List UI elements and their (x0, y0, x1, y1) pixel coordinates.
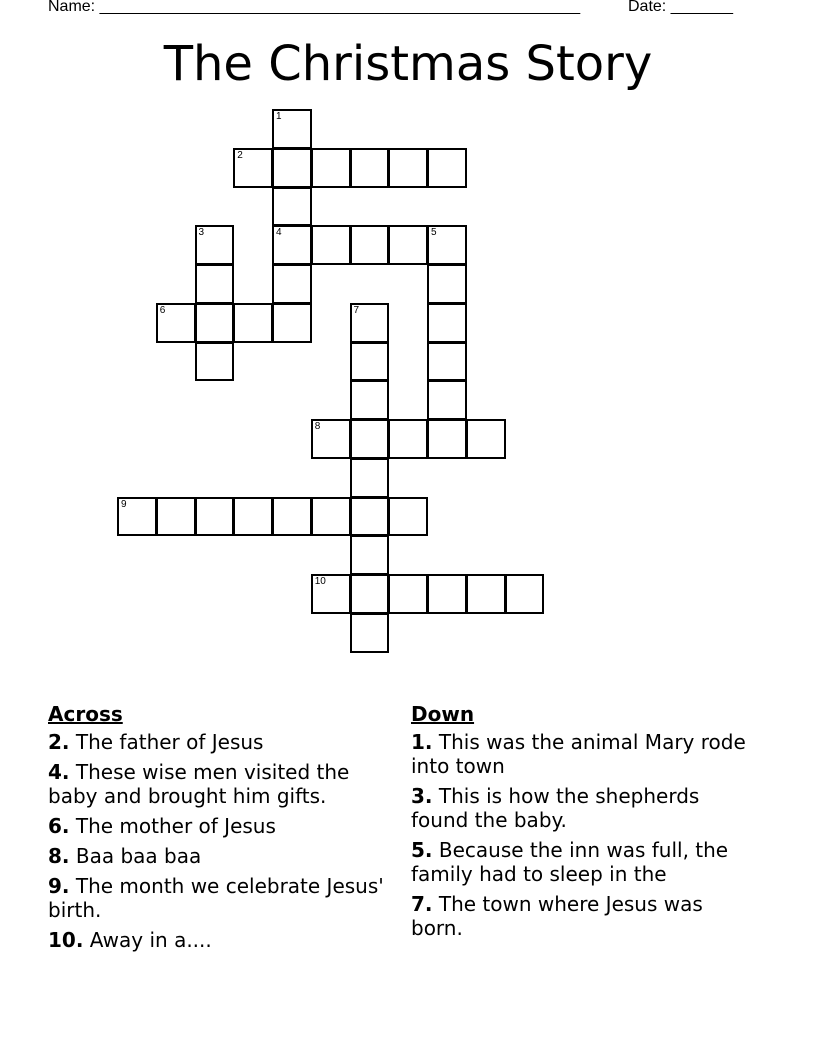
clue-text: Baa baa baa (69, 844, 202, 868)
crossword-cell[interactable] (117, 497, 157, 537)
crossword-cell[interactable] (388, 148, 428, 188)
clue-number: 4 (276, 227, 282, 239)
clue-number-label: 8. (48, 844, 70, 868)
crossword-cell[interactable] (272, 264, 312, 304)
crossword-cell[interactable] (350, 303, 390, 343)
clue-text: The mother of Jesus (69, 814, 276, 838)
crossword-cell[interactable] (427, 574, 467, 614)
crossword-cell[interactable] (233, 303, 273, 343)
date-field-label: Date: _______ (628, 0, 733, 15)
crossword-cell[interactable] (350, 419, 390, 459)
crossword-cell[interactable] (156, 497, 196, 537)
crossword-cell[interactable] (272, 497, 312, 537)
down-clues (411, 702, 751, 946)
crossword-cell[interactable] (350, 148, 390, 188)
crossword-cell[interactable] (233, 148, 273, 188)
crossword-cell[interactable] (427, 148, 467, 188)
down-clue (411, 784, 751, 832)
across-clue (48, 730, 388, 754)
crossword-cell[interactable] (350, 535, 390, 575)
clue-number-label: 3. (411, 784, 433, 808)
down-clue (411, 730, 751, 778)
crossword-cell[interactable] (466, 419, 506, 459)
clue-number: 5 (431, 227, 437, 239)
across-clue (48, 760, 388, 808)
clue-number: 6 (159, 304, 166, 316)
crossword-cell[interactable] (311, 419, 351, 459)
crossword-cell[interactable] (388, 497, 428, 537)
crossword-cell[interactable] (195, 342, 235, 382)
clue-text: This was the animal Mary rode into town (411, 730, 746, 778)
crossword-cell[interactable] (350, 225, 390, 265)
clue-text: Because the inn was full, the family had to sleep in the (411, 838, 729, 886)
clue-text: The month we celebrate Jesus' birth. (48, 874, 384, 922)
across-heading: Across (48, 702, 123, 726)
across-clue (48, 874, 388, 922)
clue-number-label: 2. (48, 730, 70, 754)
crossword-cell[interactable] (427, 342, 467, 382)
crossword-cell[interactable] (272, 187, 312, 227)
crossword-cell[interactable] (350, 574, 390, 614)
crossword-cell[interactable] (195, 264, 235, 304)
across-clue-list (48, 730, 388, 952)
clue-number: 7 (353, 304, 360, 316)
crossword-cell[interactable] (272, 303, 312, 343)
clue-number-label: 4. (48, 760, 70, 784)
crossword-cell[interactable] (505, 574, 545, 614)
crossword-cell[interactable] (272, 109, 312, 149)
clue-number-label: 5. (411, 838, 433, 862)
across-clue (48, 814, 388, 838)
crossword-cell[interactable] (388, 574, 428, 614)
crossword-cell[interactable] (311, 225, 351, 265)
clue-text: The father of Jesus (69, 730, 264, 754)
down-heading: Down (411, 702, 475, 726)
page-title: The Christmas Story (163, 36, 653, 92)
crossword-cell[interactable] (466, 574, 506, 614)
crossword-cell[interactable] (427, 380, 467, 420)
crossword-cell[interactable] (427, 264, 467, 304)
clue-number-label: 6. (48, 814, 70, 838)
crossword-cell[interactable] (311, 574, 351, 614)
crossword-cell[interactable] (195, 225, 235, 265)
crossword-cell[interactable] (427, 419, 467, 459)
crossword-cell[interactable] (272, 225, 312, 265)
clue-text: Away in a.... (83, 928, 212, 952)
crossword-cell[interactable] (195, 303, 235, 343)
crossword-cell[interactable] (388, 419, 428, 459)
crossword-cell[interactable] (350, 458, 390, 498)
crossword-cell[interactable] (388, 225, 428, 265)
across-clue (48, 844, 388, 868)
clue-number-label: 7. (411, 892, 433, 916)
down-clue (411, 838, 751, 886)
crossword-cell[interactable] (350, 342, 390, 382)
clue-number: 3 (198, 227, 205, 239)
crossword-cell[interactable] (427, 225, 467, 265)
crossword-cell[interactable] (195, 497, 235, 537)
clue-number: 1 (276, 111, 282, 122)
clue-number-label: 1. (411, 730, 433, 754)
crossword-cell[interactable] (427, 303, 467, 343)
crossword-cell[interactable] (350, 497, 390, 537)
clue-text: The town where Jesus was born. (411, 892, 703, 940)
down-clue-list (411, 730, 751, 940)
crossword-cell[interactable] (156, 303, 196, 343)
name-field-label: Name: ______________________________________________________ (48, 0, 581, 15)
across-clues (48, 702, 388, 958)
crossword-cell[interactable] (233, 497, 273, 537)
clue-number-label: 10. (48, 928, 84, 952)
clue-number: 10 (314, 576, 326, 587)
crossword-cell[interactable] (311, 497, 351, 537)
crossword-cell[interactable] (272, 148, 312, 188)
down-clue (411, 892, 751, 940)
crossword-cell[interactable] (350, 613, 390, 653)
crossword-cell[interactable] (350, 380, 390, 420)
across-clue (48, 928, 388, 952)
clue-number-label: 9. (48, 874, 70, 898)
clue-number: 8 (314, 421, 321, 432)
clue-text: These wise men visited the baby and brought him gifts. (48, 760, 350, 808)
clue-text: This is how the shepherds found the baby. (411, 784, 700, 832)
clue-number: 2 (237, 149, 243, 161)
clue-number: 9 (121, 498, 127, 510)
crossword-cell[interactable] (311, 148, 351, 188)
